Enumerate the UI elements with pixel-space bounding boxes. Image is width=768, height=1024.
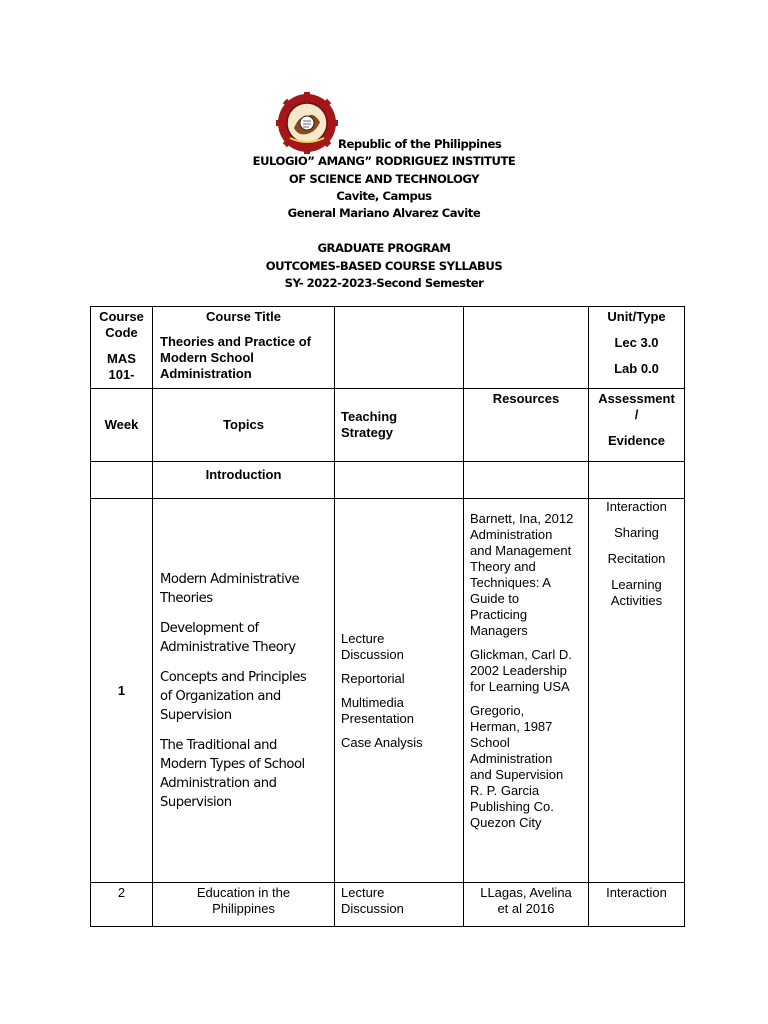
introduction-topic: Introduction: [153, 462, 335, 499]
empty-cell: [464, 307, 589, 389]
resource-item-line: Techniques: A: [470, 575, 551, 590]
resource-item-line: R. P. Garcia: [470, 783, 540, 798]
strategy-item-line: Lecture: [341, 630, 385, 646]
unit-type-cell: [589, 307, 685, 389]
assessment-item: [589, 499, 684, 515]
course-title-cell: [153, 307, 335, 389]
topics-header: Topics: [153, 389, 335, 462]
assessment-item-line: Sharing: [614, 525, 659, 540]
week-number: 2: [91, 883, 153, 927]
column-header-row: [91, 389, 685, 462]
assessment-item-line: Interaction: [606, 499, 667, 514]
topic-item-line: Supervision: [160, 794, 232, 810]
strategy-item-line: Presentation: [341, 710, 414, 726]
week-1-assessments: [589, 499, 685, 883]
unit-type-label: Unit/Type: [607, 309, 666, 324]
topic-item: [160, 570, 334, 608]
strategy-item-line: Reportorial: [341, 670, 405, 686]
resource-item-line: for Learning USA: [470, 679, 570, 694]
week-2-resource: LLagas, Avelina et al 2016: [464, 883, 589, 927]
week-2-assessment: Interaction: [589, 883, 685, 927]
resource-item-line: Herman, 1987: [470, 719, 553, 734]
syllabus-table: [90, 306, 685, 927]
strategy-item: [341, 631, 463, 663]
teaching-strategy-header: Teaching Strategy: [335, 389, 464, 462]
resource-item-line: Managers: [470, 623, 528, 638]
assessment-header: Assessment / Evidence: [589, 389, 685, 462]
topic-item-line: Modern Types of School: [160, 756, 305, 772]
course-code-cell: Course Code MAS 101-: [91, 307, 153, 389]
resource-item-line: Theory and: [470, 559, 536, 574]
assessment-item: [589, 525, 684, 541]
resource-item: [470, 511, 588, 639]
resource-item-line: and Supervision: [470, 767, 564, 782]
resource-item-line: Practicing: [470, 607, 528, 622]
strategy-item-line: Multimedia: [341, 694, 404, 710]
resource-item-line: Publishing Co.: [470, 799, 554, 814]
resources-header: Resources: [464, 389, 589, 462]
strategy-item: [341, 735, 463, 751]
strategy-item: [341, 695, 463, 727]
resource-item-line: Administration: [470, 527, 553, 542]
institute-seal-logo: [276, 92, 338, 154]
assessment-item-line: Activities: [610, 593, 663, 608]
week-header: Week: [91, 389, 153, 462]
week-2-row: [91, 883, 685, 927]
assessment-item: [589, 577, 684, 609]
lecture-units: Lec 3.0: [614, 335, 659, 350]
course-title-value: Theories and Practice of Modern School Administration: [160, 334, 311, 381]
assessment-item: [589, 551, 684, 567]
topic-item: [160, 668, 334, 725]
introduction-row: [91, 462, 685, 499]
resource-item-line: School: [470, 735, 510, 750]
republic-line: Republic of the Philippines: [338, 137, 502, 151]
topic-item: [160, 619, 334, 657]
week-1-resources: [464, 499, 589, 883]
topic-item-line: Concepts and Principles: [160, 669, 307, 685]
institute-name-line2: OF SCIENCE AND TECHNOLOGY: [288, 172, 480, 186]
resource-item-line: and Management: [470, 543, 572, 558]
week-number: 1: [91, 499, 153, 883]
resource-item-line: Quezon City: [470, 815, 542, 830]
week-1-topics: [153, 499, 335, 883]
topic-item-line: Administrative Theory: [160, 639, 296, 655]
topic-item-line: Administration and: [160, 775, 277, 791]
strategy-item-line: Discussion: [341, 646, 404, 662]
course-title-label: Course Title: [206, 309, 281, 324]
school-year: SY- 2022-2023-Second Semester: [284, 276, 484, 290]
week-1-strategies: [335, 499, 464, 883]
resource-item-line: Administration: [470, 751, 553, 766]
assessment-item-line: Recitation: [607, 551, 666, 566]
program-title: GRADUATE PROGRAM: [317, 241, 451, 255]
topic-item-line: The Traditional and: [160, 737, 277, 753]
strategy-item-line: Case Analysis: [341, 734, 423, 750]
resource-item-line: Guide to: [470, 591, 520, 606]
resource-item: [470, 647, 588, 695]
week-2-strategy: Lecture Discussion: [335, 883, 464, 927]
topic-item-line: Development of: [160, 620, 259, 636]
assessment-item-line: Learning: [611, 577, 662, 592]
topic-item-line: Modern Administrative: [160, 571, 300, 587]
resource-item-line: Gregorio,: [470, 703, 525, 718]
empty-cell: [335, 307, 464, 389]
week-1-row: [91, 499, 685, 883]
course-code-value: MAS: [107, 351, 136, 366]
topic-item-line: Supervision: [160, 707, 232, 723]
address-line: General Mariano Alvarez Cavite: [287, 206, 481, 220]
campus-line: Cavite, Campus: [336, 189, 432, 203]
topic-item-line: of Organization and: [160, 688, 281, 704]
institute-name-line1: EULOGIO” AMANG” RODRIGUEZ INSTITUTE: [252, 154, 516, 168]
week-2-topic: Education in the Philippines: [153, 883, 335, 927]
resource-item: [470, 703, 588, 831]
topic-item-line: Theories: [160, 590, 213, 606]
resource-item-line: Glickman, Carl D.: [470, 647, 572, 662]
strategy-item: [341, 671, 463, 687]
lab-units: Lab 0.0: [614, 361, 659, 376]
resource-item-line: Barnett, Ina, 2012: [470, 511, 574, 526]
topic-item: [160, 736, 334, 812]
resource-item-line: 2002 Leadership: [470, 663, 567, 678]
course-info-row: [91, 307, 685, 389]
syllabus-type: OUTCOMES-BASED COURSE SYLLABUS: [265, 259, 503, 273]
